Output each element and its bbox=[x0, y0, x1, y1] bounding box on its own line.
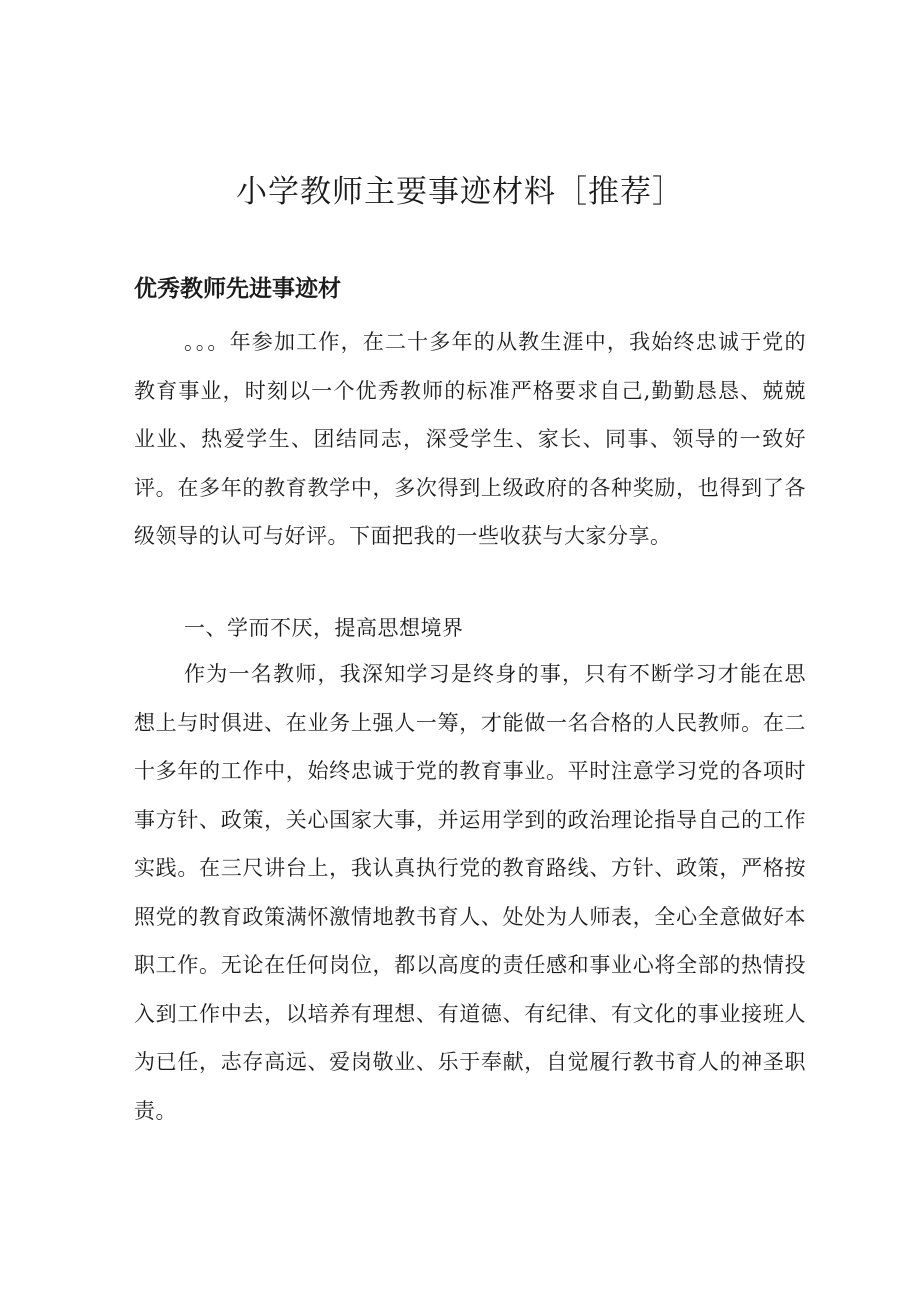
body-paragraph: 作为一名教师，我深知学习是终身的事，只有不断学习才能在思想上与时俱进、在业务上强人一筹，才能做一名合格的人民教师。在二十多年的工作中，始终忠诚于党的教育事业。平时注意学习党的各项时事方针、政策，关心国家大事，并运用学到的政治理论指导自己的工作实践。在三尺讲台上，我认真执行党的教育路线、方针、政策，严格按照党的教育政策满怀激情地教书育人、处处为人师表，全心全意做好本职工作。无论在任何岗位，都以高度的责任感和事业心将全部的热情投入到工作中去，以培养有理想、有道德、有纪律、有文化的事业接班人为已任，志存高远、爱岗敬业、乐于奉献，自觉履行教书育人的神圣职责。 bbox=[134, 662, 806, 1123]
document-title: 小学教师主要事迹材料［推荐］ bbox=[236, 174, 684, 210]
section-heading: 优秀教师先进事迹材 bbox=[134, 276, 341, 302]
subsection-heading: 一、学而不厌，提高思想境界 bbox=[184, 616, 464, 640]
body-paragraph: 。。。年参加工作，在二十多年的从教生涯中，我始终忠诚于党的教育事业，时刻以一个优秀教师的标准严格要求自己,勤勤恳恳、兢兢业业、热爱学生、团结同志，深受学生、家长、同事、领导的一致好评。在多年的教育教学中，多次得到上级政府的各种奖励，也得到了各级领导的认可与好评。下面把我的一些收获与大家分享。 bbox=[134, 330, 806, 548]
